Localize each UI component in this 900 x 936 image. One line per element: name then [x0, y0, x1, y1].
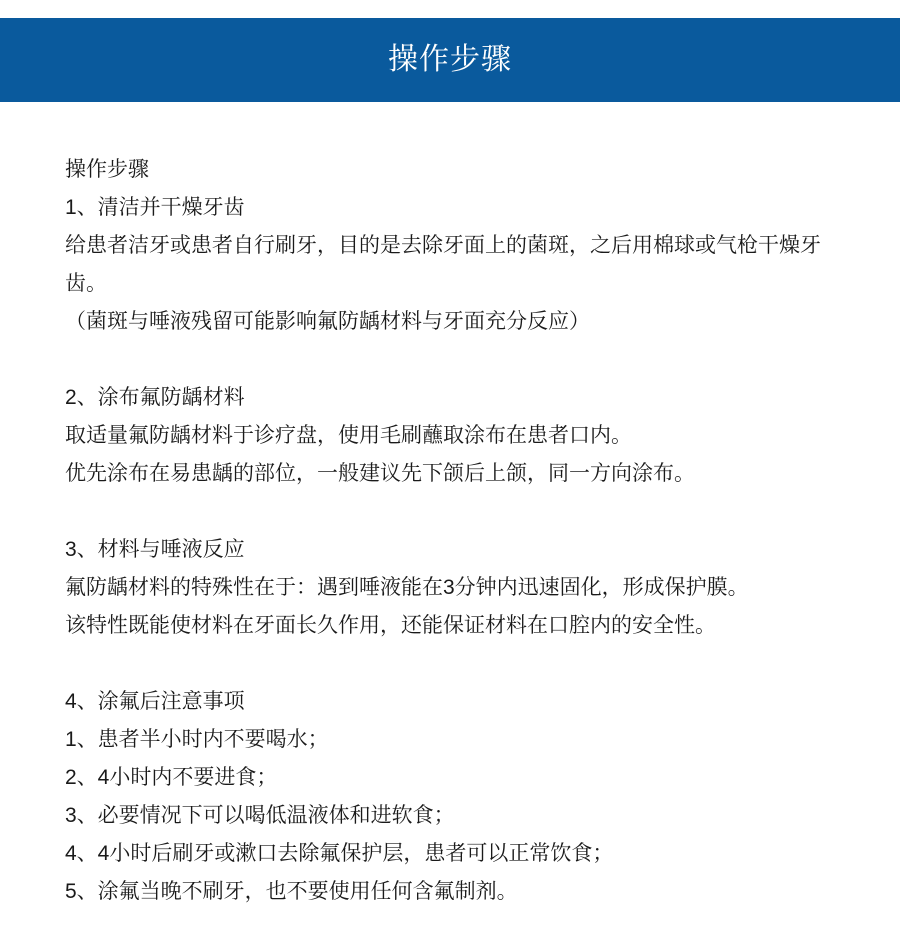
- section-1-line: 给患者洁牙或患者自行刷牙，目的是去除牙面上的菌斑，之后用棉球或气枪干燥牙齿。: [65, 234, 821, 295]
- page-title: 操作步骤: [388, 43, 512, 76]
- section-4-item: 5、涂氟当晚不刷牙，也不要使用任何含氟制剂。: [65, 880, 518, 903]
- section-1-heading: 1、清洁并干燥牙齿: [65, 196, 245, 219]
- section-3-line: 该特性既能使材料在牙面长久作用，还能保证材料在口腔内的安全性。: [65, 614, 716, 637]
- section-4-item: 2、4小时内不要进食；: [65, 766, 278, 789]
- section-4-item: 1、患者半小时内不要喝水；: [65, 728, 329, 751]
- section-3: [65, 531, 860, 645]
- section-2-line: 取适量氟防龋材料于诊疗盘，使用毛刷蘸取涂布在患者口内。: [65, 424, 632, 447]
- document-body: [0, 102, 900, 911]
- section-3-line: 氟防龋材料的特殊性在于：遇到唾液能在3分钟内迅速固化，形成保护膜。: [65, 576, 749, 599]
- section-1-note: （菌斑与唾液残留可能影响氟防龋材料与牙面充分反应）: [65, 310, 590, 333]
- section-4: [65, 683, 860, 911]
- intro-line: 操作步骤: [65, 158, 149, 181]
- section-3-heading: 3、材料与唾液反应: [65, 538, 245, 561]
- header-bar: [0, 18, 900, 102]
- section-2: [65, 379, 860, 493]
- section-2-line: 优先涂布在易患龋的部位，一般建议先下颌后上颌，同一方向涂布。: [65, 462, 695, 485]
- section-2-heading: 2、涂布氟防龋材料: [65, 386, 245, 409]
- section-4-heading: 4、涂氟后注意事项: [65, 690, 245, 713]
- section-4-item: 3、必要情况下可以喝低温液体和进软食；: [65, 804, 455, 827]
- section-4-item: 4、4小时后刷牙或漱口去除氟保护层，患者可以正常饮食；: [65, 842, 614, 865]
- section-1: [65, 189, 860, 341]
